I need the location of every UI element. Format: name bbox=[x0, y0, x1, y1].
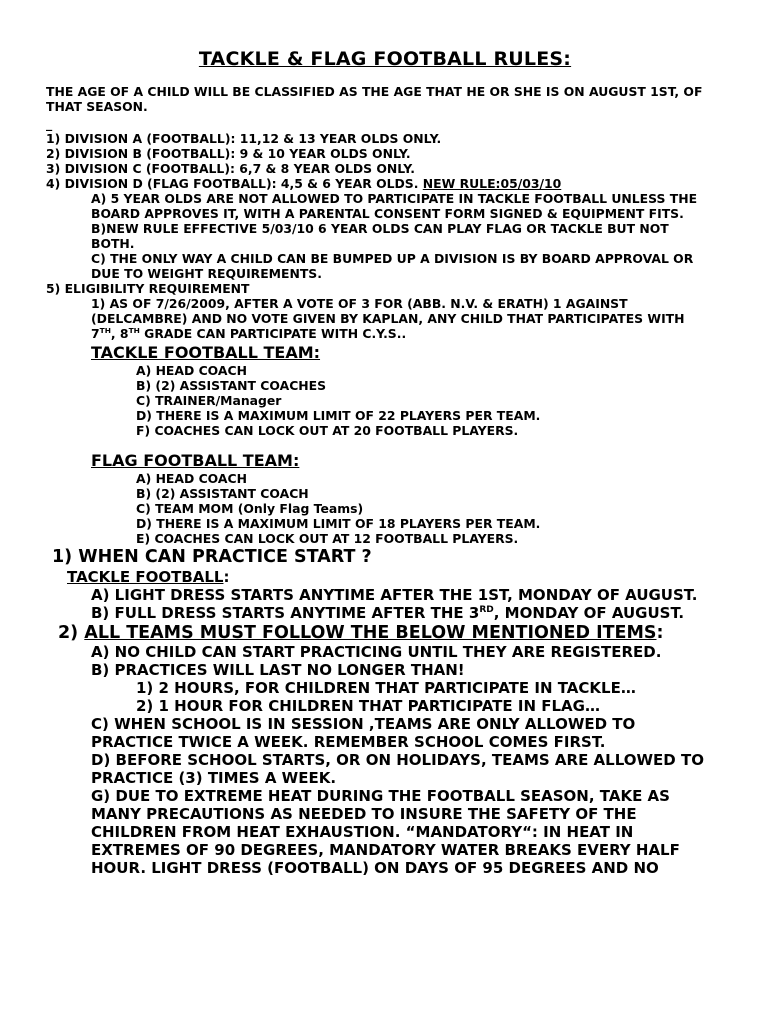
flag-team-item: E) COACHES CAN LOCK OUT AT 12 FOOTBALL PLAYERS. bbox=[136, 531, 519, 546]
tackle-team-item: B) (2) ASSISTANT COACHES bbox=[136, 378, 327, 393]
division-d-text: 4) DIVISION D (FLAG FOOTBALL): 4,5 & 6 YEAR OLDS. bbox=[46, 176, 423, 191]
flag-team-heading: FLAG FOOTBALL TEAM: bbox=[91, 451, 300, 470]
dash-mark: _ bbox=[46, 116, 53, 131]
hours-rule: 2) 1 HOUR FOR CHILDREN THAT PARTICIPATE IN FLAG… bbox=[136, 697, 600, 715]
grade-rest: GRADE CAN PARTICIPATE WITH C.Y.S.. bbox=[139, 326, 407, 341]
team-rule: HOUR. LIGHT DRESS (FOOTBALL) ON DAYS OF 95 DEGREES AND NO bbox=[91, 859, 659, 877]
tackle-team-item: D) THERE IS A MAXIMUM LIMIT OF 22 PLAYERS PER TEAM. bbox=[136, 408, 541, 423]
all-teams-text: ALL TEAMS MUST FOLLOW THE BELOW MENTIONED ITEMS bbox=[84, 623, 657, 643]
division-d-note: A) 5 YEAR OLDS ARE NOT ALLOWED TO PARTICIPATE IN TACKLE FOOTBALL UNLESS THE bbox=[91, 191, 698, 206]
document-title: TACKLE & FLAG FOOTBALL RULES: bbox=[198, 48, 572, 70]
division-b: 2) DIVISION B (FOOTBALL): 9 & 10 YEAR OLDS ONLY. bbox=[46, 146, 411, 161]
tackle-team-item: A) HEAD COACH bbox=[136, 363, 247, 378]
grade-8: , 8 bbox=[110, 326, 129, 341]
team-rule: C) WHEN SCHOOL IS IN SESSION ,TEAMS ARE ONLY ALLOWED TO bbox=[91, 715, 636, 733]
division-c: 3) DIVISION C (FOOTBALL): 6,7 & 8 YEAR OLDS ONLY. bbox=[46, 161, 415, 176]
flag-team-item: A) HEAD COACH bbox=[136, 471, 247, 486]
tackle-football-colon: : bbox=[223, 568, 230, 586]
team-rule: PRACTICE (3) TIMES A WEEK. bbox=[91, 769, 337, 787]
grade-7-suffix: TH bbox=[99, 325, 111, 335]
full-dress-text: B) FULL DRESS STARTS ANYTIME AFTER THE 3 bbox=[91, 604, 480, 622]
division-d-note: BOTH. bbox=[91, 236, 135, 251]
team-rule: MANY PRECAUTIONS AS NEEDED TO INSURE THE SAFETY OF THE bbox=[91, 805, 637, 823]
flag-team-item: B) (2) ASSISTANT COACH bbox=[136, 486, 309, 501]
tackle-football-label: TACKLE FOOTBALL bbox=[67, 568, 224, 586]
team-rule: CHILDREN FROM HEAT EXHAUSTION. “MANDATORY“: IN HEAT IN bbox=[91, 823, 634, 841]
team-rule: B) PRACTICES WILL LAST NO LONGER THAN! bbox=[91, 661, 465, 679]
eligibility-heading: 5) ELIGIBILITY REQUIREMENT bbox=[46, 281, 250, 296]
all-teams-colon: : bbox=[656, 623, 664, 643]
all-teams-heading bbox=[58, 623, 664, 643]
hours-rule: 1) 2 HOURS, FOR CHILDREN THAT PARTICIPATE IN TACKLE… bbox=[136, 679, 636, 697]
grade-8-suffix: TH bbox=[128, 325, 140, 335]
full-dress-suffix: RD bbox=[479, 605, 494, 615]
eligibility-note: (DELCAMBRE) AND NO VOTE GIVEN BY KAPLAN, ANY CHILD THAT PARTICIPATES WITH bbox=[91, 311, 685, 326]
full-dress-tail: , MONDAY OF AUGUST. bbox=[493, 604, 685, 622]
division-d-note: B)NEW RULE EFFECTIVE 5/03/10 6 YEAR OLDS CAN PLAY FLAG OR TACKLE BUT NOT bbox=[91, 221, 669, 236]
division-a: 1) DIVISION A (FOOTBALL): 11,12 & 13 YEAR OLDS ONLY. bbox=[46, 131, 442, 146]
tackle-team-item: F) COACHES CAN LOCK OUT AT 20 FOOTBALL PLAYERS. bbox=[136, 423, 519, 438]
team-rule: EXTREMES OF 90 DEGREES, MANDATORY WATER BREAKS EVERY HALF bbox=[91, 841, 680, 859]
grade-7: 7 bbox=[91, 326, 100, 341]
team-rule: A) NO CHILD CAN START PRACTICING UNTIL THEY ARE REGISTERED. bbox=[91, 643, 662, 661]
flag-team-item: D) THERE IS A MAXIMUM LIMIT OF 18 PLAYERS PER TEAM. bbox=[136, 516, 541, 531]
new-rule-label: NEW RULE:05/03/10 bbox=[422, 176, 562, 191]
all-teams-number: 2) bbox=[58, 623, 85, 643]
division-d-note: C) THE ONLY WAY A CHILD CAN BE BUMPED UP A DIVISION IS BY BOARD APPROVAL OR bbox=[91, 251, 694, 266]
eligibility-grade-note bbox=[91, 326, 406, 341]
practice-light-dress: A) LIGHT DRESS STARTS ANYTIME AFTER THE 1ST, MONDAY OF AUGUST. bbox=[91, 586, 698, 604]
intro-line-2: THAT SEASON. bbox=[46, 99, 148, 114]
team-rule: D) BEFORE SCHOOL STARTS, OR ON HOLIDAYS, TEAMS ARE ALLOWED TO bbox=[91, 751, 704, 769]
tackle-team-heading: TACKLE FOOTBALL TEAM: bbox=[91, 343, 321, 362]
division-d bbox=[46, 176, 561, 191]
intro-line-1: THE AGE OF A CHILD WILL BE CLASSIFIED AS THE AGE THAT HE OR SHE IS ON AUGUST 1ST, OF bbox=[46, 84, 703, 99]
team-rule: PRACTICE TWICE A WEEK. REMEMBER SCHOOL COMES FIRST. bbox=[91, 733, 606, 751]
practice-start-heading: 1) WHEN CAN PRACTICE START ? bbox=[52, 547, 372, 567]
flag-team-item: C) TEAM MOM (Only Flag Teams) bbox=[136, 501, 364, 516]
team-rule: G) DUE TO EXTREME HEAT DURING THE FOOTBALL SEASON, TAKE AS bbox=[91, 787, 670, 805]
practice-full-dress bbox=[91, 604, 684, 622]
eligibility-note: 1) AS OF 7/26/2009, AFTER A VOTE OF 3 FOR (ABB. N.V. & ERATH) 1 AGAINST bbox=[91, 296, 628, 311]
division-d-note: DUE TO WEIGHT REQUIREMENTS. bbox=[91, 266, 322, 281]
tackle-team-item: C) TRAINER/Manager bbox=[136, 393, 282, 408]
division-d-note: BOARD APPROVES IT, WITH A PARENTAL CONSENT FORM SIGNED & EQUIPMENT FITS. bbox=[91, 206, 684, 221]
tackle-football-subheading bbox=[67, 568, 229, 586]
